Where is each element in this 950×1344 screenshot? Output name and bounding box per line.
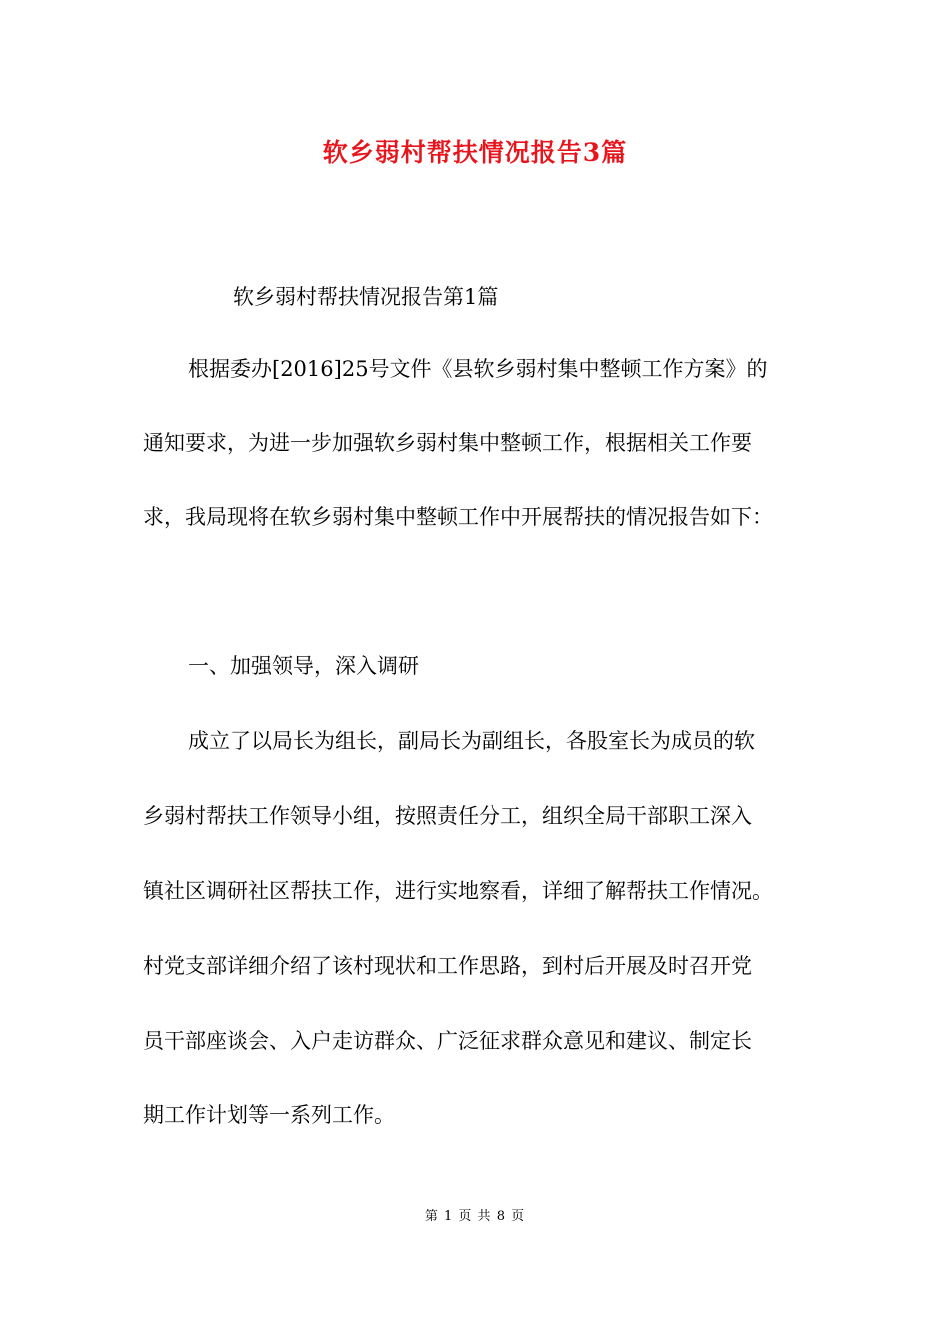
intro-line-2: 通知要求，为进一步加强软乡弱村集中整顿工作，根据相关工作要 (143, 431, 752, 455)
page-number: 第 1 页 共 8 页 (424, 1209, 526, 1224)
intro-line-1: 根据委办[2016]25号文件《县软乡弱村集中整顿工作方案》的 (188, 357, 768, 381)
intro-line-3: 求，我局现将在软乡弱村集中整顿工作中开展帮扶的情况报告如下： (143, 505, 773, 529)
body-line-1: 成立了以局长为组长，副局长为副组长，各股室长为成员的软 (188, 729, 755, 753)
body-line-3: 镇社区调研社区帮扶工作，进行实地察看，详细了解帮扶工作情况。 (143, 879, 773, 903)
body-line-2: 乡弱村帮扶工作领导小组，按照责任分工，组织全局干部职工深入 (143, 804, 752, 828)
body-line-5: 员干部座谈会、入户走访群众、广泛征求群众意见和建议、制定长 (143, 1029, 752, 1053)
body-line-6: 期工作计划等一系列工作。 (143, 1103, 395, 1127)
body-line-4: 村党支部详细介绍了该村现状和工作思路，到村后开展及时召开党 (143, 954, 752, 978)
section-heading: 一、加强领导，深入调研 (188, 654, 419, 678)
document-title: 软乡弱村帮扶情况报告3篇 (322, 138, 628, 167)
article-subtitle: 软乡弱村帮扶情况报告第1篇 (233, 285, 499, 309)
